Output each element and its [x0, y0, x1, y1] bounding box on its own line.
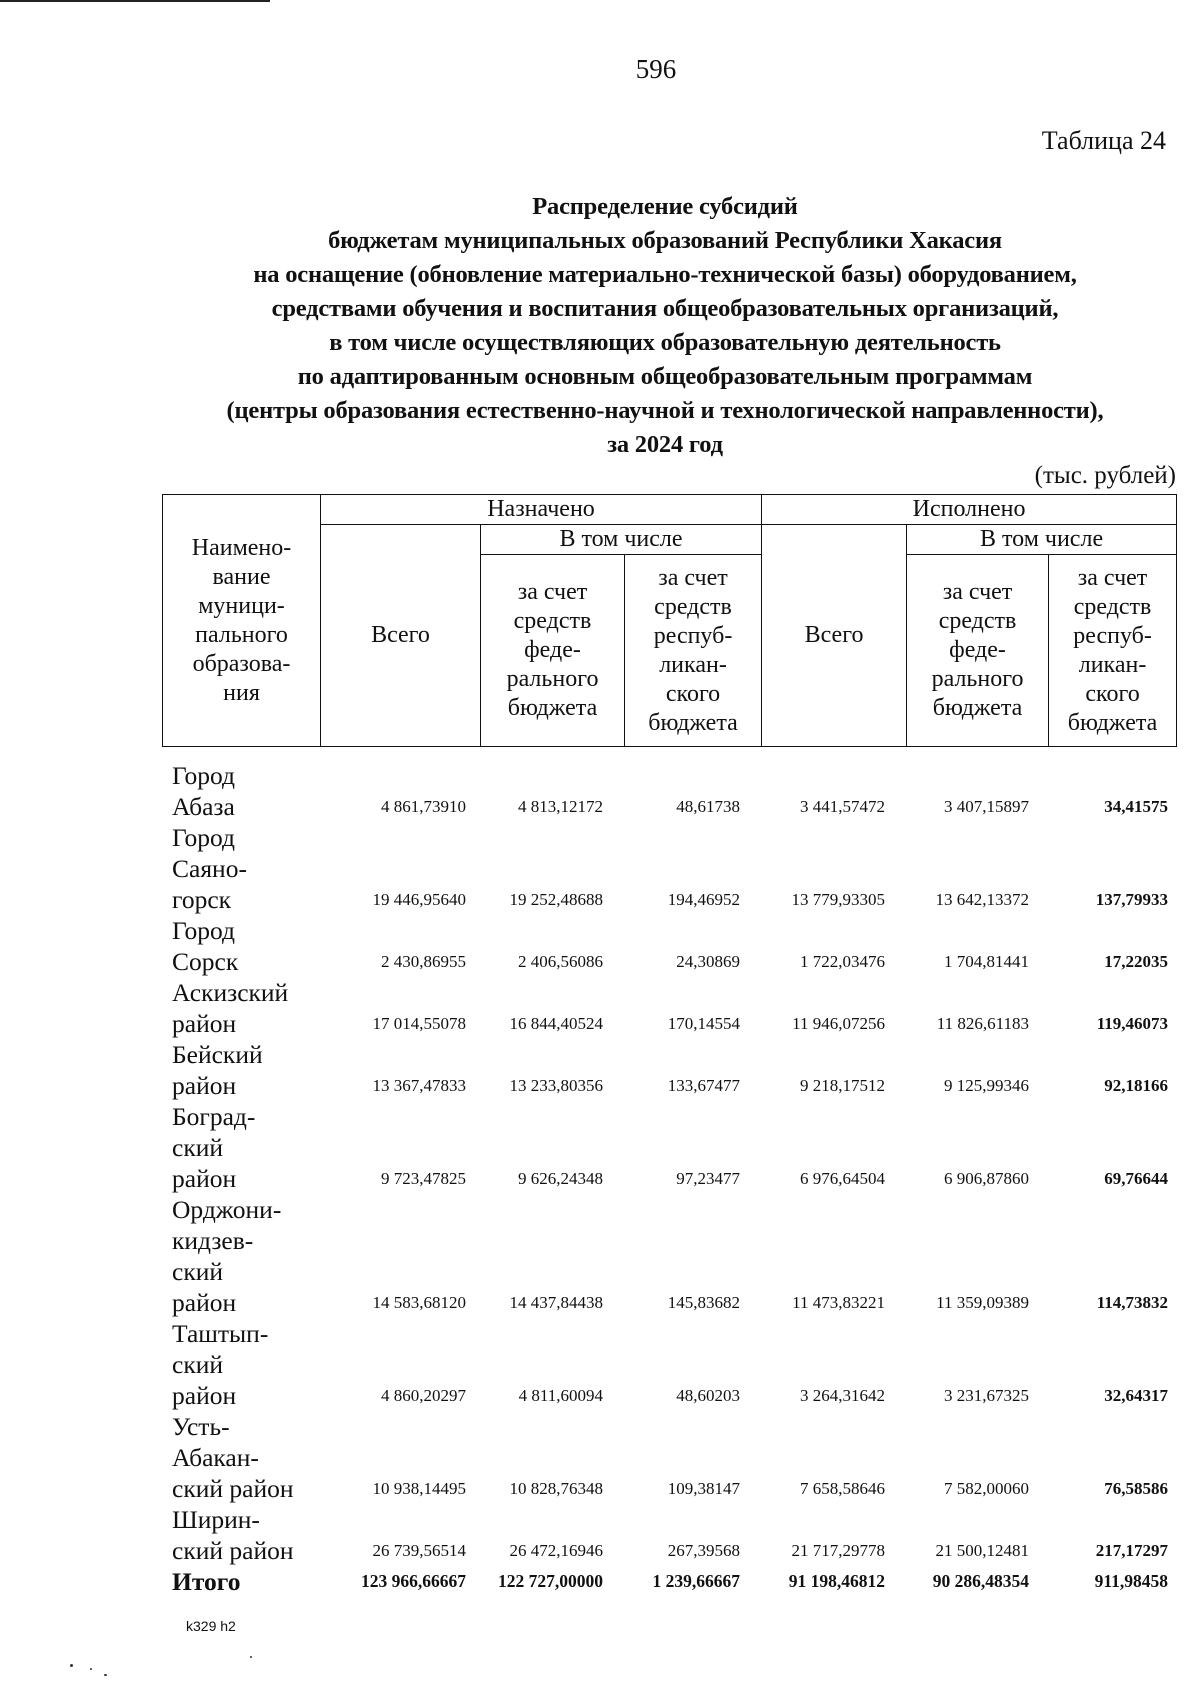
table-row [162, 760, 1176, 822]
document-title [160, 190, 1170, 462]
value-cell: 133,67477 [667, 1076, 740, 1095]
value-cell: 91 198,46812 [788, 1571, 885, 1591]
value-cell: 1 704,81441 [944, 952, 1029, 971]
municipality-name: Город Абаза [172, 761, 235, 821]
value-cell: 7 582,00060 [944, 1479, 1029, 1498]
header-executed-including: В том числе [907, 525, 1177, 555]
value-cell: 11 359,09389 [936, 1293, 1029, 1312]
value-cell: 4 861,73910 [381, 797, 466, 816]
value-cell: 10 938,14495 [372, 1479, 466, 1498]
value-cell: 7 658,58646 [800, 1479, 885, 1498]
value-cell: 97,23477 [676, 1169, 740, 1188]
header-name-col [163, 495, 321, 747]
table-row [162, 915, 1176, 977]
scan-speck [250, 1656, 252, 1658]
title-line: на оснащение (обновление материально-технической базы) оборудованием, [253, 261, 1077, 288]
value-cell: 24,30869 [676, 952, 740, 971]
value-cell: 145,83682 [667, 1293, 740, 1312]
value-cell: 10 828,76348 [509, 1479, 603, 1498]
table-row [162, 1411, 1176, 1504]
table-row [162, 1101, 1176, 1194]
municipality-name: Город Саяно- горск [172, 823, 247, 914]
value-cell: 3 407,15897 [944, 797, 1029, 816]
value-cell: 217,17297 [1095, 1541, 1168, 1560]
title-line: бюджетам муниципальных образований Республики Хакасия [328, 227, 1002, 254]
value-cell: 11 826,61183 [936, 1014, 1029, 1033]
header-assigned-republic-text: за счет средств респуб- ликан- ского бюджета [648, 564, 738, 736]
municipality-name: Таштып- ский район [172, 1319, 269, 1410]
table-row [162, 1318, 1176, 1411]
value-cell: 1 239,66667 [652, 1571, 740, 1591]
value-cell: 13 233,80356 [509, 1076, 603, 1095]
value-cell: 26 739,56514 [372, 1541, 466, 1560]
value-cell: 13 642,13372 [935, 890, 1029, 909]
value-cell: 194,46952 [667, 890, 740, 909]
municipality-name: Ширин- ский район [172, 1505, 294, 1565]
municipality-name: Город Сорск [172, 916, 239, 976]
municipality-name: Бейский район [172, 1040, 263, 1100]
table-body [162, 760, 1176, 1597]
value-cell: 2 430,86955 [381, 952, 466, 971]
value-cell: 6 906,87860 [944, 1169, 1029, 1188]
header-executed: Исполнено [762, 495, 1177, 525]
value-cell: 13 367,47833 [372, 1076, 466, 1095]
value-cell: 3 264,31642 [800, 1386, 885, 1405]
title-line: средствами обучения и воспитания общеобразовательных организаций, [271, 295, 1059, 322]
value-cell: 9 723,47825 [381, 1169, 466, 1188]
municipality-name: Усть- Абакан- ский район [172, 1412, 294, 1503]
value-cell: 34,41575 [1104, 797, 1168, 816]
municipality-name: Орджони- кидзев- ский район [172, 1195, 282, 1317]
value-cell: 11 946,07256 [792, 1014, 885, 1033]
table-row [162, 1039, 1176, 1101]
scan-speck [104, 1674, 107, 1676]
scan-speck [70, 1664, 73, 1667]
value-cell: 16 844,40524 [509, 1014, 603, 1033]
value-cell: 19 446,95640 [372, 890, 466, 909]
value-cell: 19 252,48688 [509, 890, 603, 909]
value-cell: 92,18166 [1104, 1076, 1168, 1095]
title-line: Распределение субсидий [532, 193, 798, 220]
table-row [162, 1504, 1176, 1566]
value-cell: 1 722,03476 [800, 952, 885, 971]
municipality-name: Боград- ский район [172, 1102, 256, 1193]
value-cell: 137,79933 [1095, 890, 1168, 909]
value-cell: 119,46073 [1096, 1014, 1168, 1033]
value-cell: 69,76644 [1104, 1169, 1168, 1188]
value-cell: 13 779,93305 [791, 890, 885, 909]
value-cell: 267,39568 [667, 1541, 740, 1560]
header-assigned-federal [481, 555, 625, 747]
title-line: по адаптированным основным общеобразовательным программам [297, 363, 1033, 390]
total-label: Итого [172, 1567, 241, 1596]
table-header [162, 494, 1177, 747]
value-cell: 17,22035 [1104, 952, 1168, 971]
value-cell: 32,64317 [1104, 1386, 1168, 1405]
header-name-col-text: Наимено- вание муници- пального образова- ния [191, 534, 292, 706]
table-number: Таблица 24 [1041, 126, 1166, 155]
header-executed-republic-text: за счет средств респуб- ликан- ского бюджета [1067, 564, 1158, 736]
total-row [162, 1566, 1176, 1597]
value-cell: 6 976,64504 [800, 1169, 885, 1188]
value-cell: 3 441,57472 [800, 797, 885, 816]
table-row [162, 1194, 1176, 1318]
table-row [162, 977, 1176, 1039]
value-cell: 122 727,00000 [498, 1571, 603, 1591]
value-cell: 3 231,67325 [944, 1386, 1029, 1405]
footer-code: k329 h2 [186, 1618, 236, 1634]
page-number: 596 [635, 54, 677, 84]
table-row [162, 822, 1176, 915]
header-assigned-federal-text: за счет средств феде- рального бюджета [506, 579, 599, 721]
header-assigned: Назначено [321, 495, 762, 525]
header-executed-federal-text: за счет средств феде- рального бюджета [931, 579, 1024, 721]
value-cell: 4 813,12172 [518, 797, 603, 816]
header-assigned-total: Всего [321, 525, 481, 747]
header-executed-federal [907, 555, 1049, 747]
value-cell: 114,73832 [1096, 1293, 1168, 1312]
title-line: в том числе осуществляющих образовательную деятельность [329, 329, 1001, 356]
value-cell: 4 860,20297 [381, 1386, 466, 1405]
value-cell: 14 437,84438 [509, 1293, 603, 1312]
header-assigned-republic [625, 555, 762, 747]
value-cell: 26 472,16946 [509, 1541, 603, 1560]
value-cell: 21 500,12481 [935, 1541, 1029, 1560]
value-cell: 48,61738 [676, 797, 740, 816]
value-cell: 109,38147 [667, 1479, 740, 1498]
value-cell: 4 811,60094 [518, 1386, 603, 1405]
scan-edge-line [0, 0, 270, 2]
title-line: (центры образования естественно-научной и технологической направленности), [226, 397, 1104, 424]
value-cell: 9 125,99346 [944, 1076, 1029, 1095]
scan-speck [90, 1668, 92, 1670]
value-cell: 90 286,48354 [932, 1571, 1029, 1591]
value-cell: 170,14554 [667, 1014, 740, 1033]
title-line: за 2024 год [607, 431, 723, 458]
value-cell: 48,60203 [676, 1386, 740, 1405]
municipality-name: Аскизский район [172, 978, 289, 1038]
header-executed-republic [1049, 555, 1177, 747]
value-cell: 17 014,55078 [372, 1014, 466, 1033]
value-cell: 9 218,17512 [800, 1076, 885, 1095]
value-cell: 9 626,24348 [518, 1169, 603, 1188]
header-executed-total: Всего [762, 525, 907, 747]
value-cell: 911,98458 [1094, 1571, 1168, 1591]
value-cell: 21 717,29778 [791, 1541, 885, 1560]
value-cell: 2 406,56086 [518, 952, 603, 971]
value-cell: 11 473,83221 [792, 1293, 885, 1312]
units-label: (тыс. рублей) [1034, 462, 1176, 489]
value-cell: 76,58586 [1104, 1479, 1168, 1498]
header-assigned-including: В том числе [481, 525, 762, 555]
value-cell: 14 583,68120 [372, 1293, 466, 1312]
value-cell: 123 966,66667 [361, 1571, 466, 1591]
